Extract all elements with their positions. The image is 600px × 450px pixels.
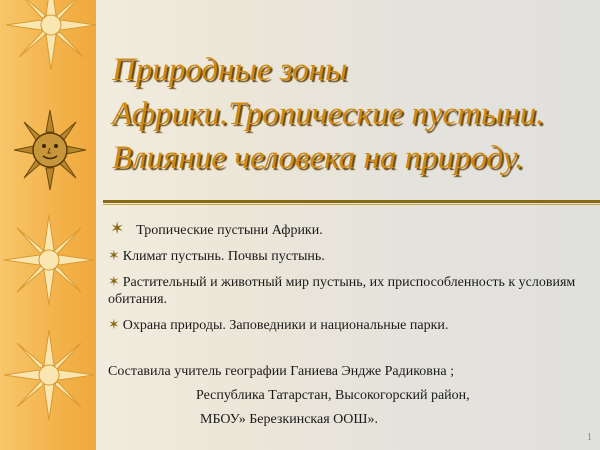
sun-icon: [4, 330, 94, 420]
star-bullet-icon: ✶: [108, 318, 120, 333]
sun-face-icon: [14, 110, 86, 190]
star-bullet-icon: ✶: [110, 219, 125, 238]
list-item: [108, 274, 588, 308]
slide-title: [112, 48, 597, 180]
title-line-1: Природные зоны: [112, 52, 348, 88]
bullet-text: Климат пустынь. Почвы пустынь.: [122, 249, 325, 264]
list-item: [108, 317, 588, 334]
star-bullet-icon: ✶: [108, 249, 120, 264]
title-line-2: Африки.Тропические пустыни.: [112, 96, 545, 132]
title-line-3: Влияние человека на природу.: [112, 140, 524, 176]
list-item: [108, 220, 588, 239]
bullet-text: Охрана природы. Заповедники и национальные парки.: [122, 318, 449, 333]
author-line-3: МБОУ» Березкинская ООШ».: [200, 412, 379, 427]
title-divider-thin: [103, 204, 600, 205]
bullet-text: Тропические пустыни Африки.: [136, 223, 323, 238]
title-divider: [103, 200, 600, 203]
star-bullet-icon: ✶: [108, 275, 120, 290]
list-item: [108, 248, 588, 265]
sun-icon: [4, 215, 94, 305]
sun-icon: [6, 0, 96, 70]
bullet-list: [108, 220, 588, 343]
author-line-2: Республика Татарстан, Высокогорский район,: [196, 388, 470, 403]
author-line-1: Составила учитель географии Ганиева Эндже Радиковна ;: [108, 364, 454, 379]
decorative-side-strip: [0, 0, 96, 450]
bullet-text: Растительный и животный мир пустынь, их приспособленность к условиям обитания.: [108, 275, 576, 307]
page-number: 1: [587, 432, 592, 443]
